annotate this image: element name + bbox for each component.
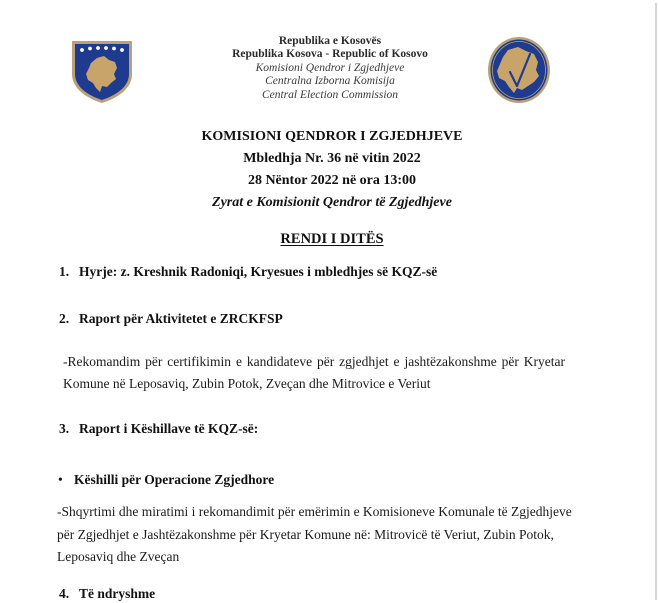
bullet-icon: • [58, 472, 63, 487]
commission-title: KOMISIONI QENDROR I ZGJEDHJEVE [201, 129, 463, 144]
agenda-heading: RENDI I DITËS [280, 231, 384, 247]
letterhead-republic-serbian-english: Republika Kosova - Republic of Kosovo [232, 48, 428, 61]
agenda-item-4 [59, 585, 155, 603]
agenda-item-number: 2. [59, 311, 70, 326]
agenda-item-3-detail: -Shqyrtimi dhe miratimi i rekomandimit për emërimin e Komisioneve Komunale të Zgjedhjeve për Zgjedhjet e Jashtëzakonshme për Kryetar Komune në: Mitrovicë të Veriut, Zubin Potok, Leposaviq dhe Zveçan [57, 504, 572, 564]
meeting-title-block [130, 126, 534, 214]
agenda-item-text: Hyrje: z. Kreshnik Radoniqi, Kryesues i mbledhjes së KQZ-së [79, 264, 438, 279]
letterhead-commission-english: Central Election Commission [261, 88, 399, 101]
council-name: Këshilli për Operacione Zgjedhore [74, 472, 275, 487]
page-edge-divider [655, 3, 657, 600]
agenda-item-2-detail: -Rekomandim për certifikimin e kandidateve për zgjedhjet e jashtëzakonshme për Kryetar Komune në Leposaviq, Zubin Potok, Zveçan dhe Mitrovice e Veriut [63, 354, 565, 391]
letterhead-commission-serbian: Centralna Izborna Komisija [265, 75, 395, 88]
cec-logo-icon [486, 36, 552, 104]
letterhead [180, 35, 480, 102]
agenda-item-text: Raport për Aktivitetet e ZRCKFSP [79, 311, 283, 326]
agenda-item-text: Raport i Këshillave të KQZ-së: [79, 421, 259, 436]
meeting-location: Zyrat e Komisionit Qendror të Zgjedhjeve [212, 195, 452, 210]
agenda-item-2 [59, 310, 283, 328]
kosovo-coat-of-arms-icon [69, 36, 135, 104]
agenda-item-number: 4. [59, 586, 70, 601]
agenda-item-3 [59, 420, 258, 438]
letterhead-commission-albanian: Komisioni Qendror i Zgjedhjeve [255, 61, 405, 74]
agenda-item-1 [59, 263, 437, 281]
agenda-item-text: Të ndryshme [79, 586, 156, 601]
agenda-item-number: 1. [59, 264, 70, 279]
letterhead-republic-albanian: Republika e Kosovës [278, 35, 382, 47]
meeting-date-time: 28 Nëntor 2022 në ora 13:00 [247, 173, 417, 188]
agenda-item-number: 3. [59, 421, 70, 436]
council-bullet-item [58, 471, 274, 489]
meeting-number: Mbledhja Nr. 36 në vitin 2022 [243, 151, 421, 166]
